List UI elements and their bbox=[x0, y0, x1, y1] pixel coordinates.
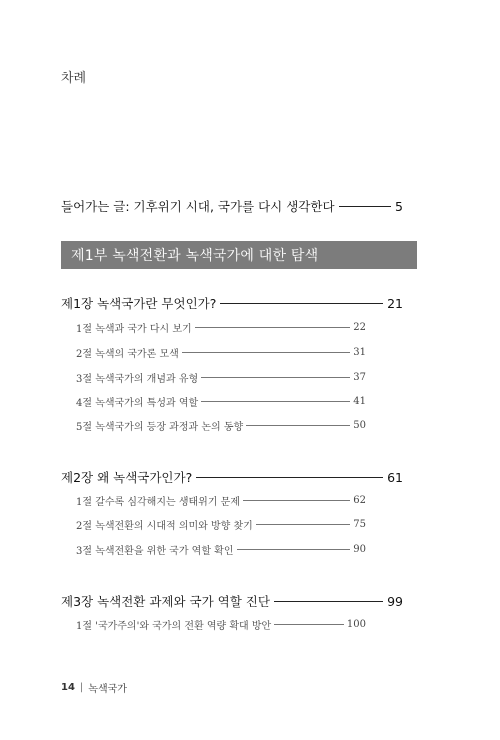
dot-leader bbox=[339, 206, 392, 207]
part-1-title: 제1부 녹색전환과 녹색국가에 대한 탐색 bbox=[71, 248, 319, 264]
page-footer bbox=[61, 680, 127, 695]
section-page: 31 bbox=[353, 347, 366, 358]
part-1-banner bbox=[61, 241, 417, 269]
dot-leader bbox=[256, 524, 350, 525]
dot-leader bbox=[246, 425, 350, 426]
section-title: 1절 '국가주의'와 국가의 전환 역량 확대 방안 bbox=[76, 621, 272, 632]
chapter-1-entry[interactable] bbox=[61, 294, 403, 312]
section-title: 2절 녹색의 국가론 모색 bbox=[76, 349, 179, 360]
dot-leader bbox=[237, 549, 351, 550]
section-entry[interactable] bbox=[76, 617, 366, 632]
section-title: 3절 녹색전환을 위한 국가 역할 확인 bbox=[76, 546, 234, 557]
chapter-title: 제3장 녹색전환 과제와 국가 역할 진단 bbox=[61, 594, 270, 609]
dot-leader bbox=[220, 303, 383, 304]
dot-leader bbox=[274, 601, 383, 602]
section-entry[interactable] bbox=[76, 493, 366, 508]
section-entry[interactable] bbox=[76, 418, 366, 433]
section-entry[interactable] bbox=[76, 370, 366, 385]
section-page: 22 bbox=[353, 322, 366, 333]
section-page: 62 bbox=[353, 495, 366, 506]
toc-heading: 차례 bbox=[61, 71, 87, 86]
section-title: 1절 갈수록 심각해지는 생태위기 문제 bbox=[76, 497, 240, 508]
dot-leader bbox=[196, 477, 383, 478]
section-entry[interactable] bbox=[76, 394, 366, 409]
section-title: 2절 녹색전환의 시대적 의미와 방향 찾기 bbox=[76, 521, 253, 532]
chapter-title: 제2장 왜 녹색국가인가? bbox=[61, 470, 193, 485]
footer-separator: | bbox=[79, 682, 84, 693]
dot-leader bbox=[182, 352, 350, 353]
intro-entry[interactable] bbox=[61, 197, 403, 215]
chapter-2-entry[interactable] bbox=[61, 468, 403, 486]
section-page: 90 bbox=[353, 544, 366, 555]
section-title: 3절 녹색국가의 개념과 유형 bbox=[76, 374, 199, 385]
section-page: 50 bbox=[353, 420, 366, 431]
chapter-page: 99 bbox=[387, 593, 403, 609]
dot-leader bbox=[195, 327, 351, 328]
section-entry[interactable] bbox=[76, 542, 366, 557]
chapter-page: 21 bbox=[387, 295, 403, 311]
intro-title: 들어가는 글: 기후위기 시대, 국가를 다시 생각한다 bbox=[61, 199, 335, 214]
section-page: 100 bbox=[346, 619, 366, 630]
section-entry[interactable] bbox=[76, 345, 366, 360]
dot-leader bbox=[201, 377, 350, 378]
chapter-page: 61 bbox=[387, 469, 403, 485]
section-title: 4절 녹색국가의 특성과 역할 bbox=[76, 398, 199, 409]
section-page: 75 bbox=[353, 519, 366, 530]
dot-leader bbox=[243, 500, 350, 501]
section-page: 41 bbox=[353, 396, 366, 407]
dot-leader bbox=[274, 624, 344, 625]
section-entry[interactable] bbox=[76, 320, 366, 335]
footer-book-title: 녹색국가 bbox=[88, 684, 127, 695]
footer-page-number: 14 bbox=[61, 682, 75, 693]
dot-leader bbox=[201, 401, 350, 402]
section-entry[interactable] bbox=[76, 517, 366, 532]
section-title: 5절 녹색국가의 등장 과정과 논의 동향 bbox=[76, 422, 244, 433]
chapter-3-entry[interactable] bbox=[61, 592, 403, 610]
section-title: 1절 녹색과 국가 다시 보기 bbox=[76, 324, 192, 335]
chapter-title: 제1장 녹색국가란 무엇인가? bbox=[61, 296, 217, 311]
section-page: 37 bbox=[353, 372, 366, 383]
intro-page: 5 bbox=[395, 198, 403, 214]
